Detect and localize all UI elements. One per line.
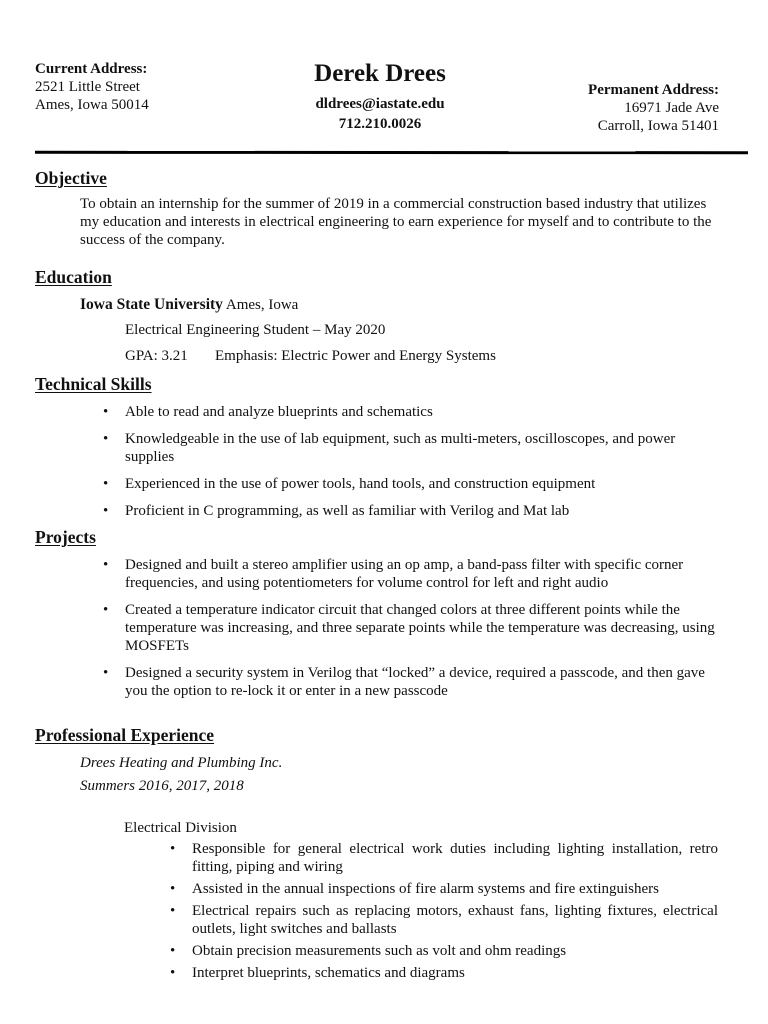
- objective-line: To obtain an internship for the summer of 2019 in a commercial construction based industry that utilizes: [80, 196, 707, 212]
- list-item: [170, 840, 718, 876]
- bullet-icon: •: [103, 557, 109, 573]
- bullet-icon: •: [170, 903, 176, 919]
- objective-line: my education and interests in electrical engineering to earn experience for myself and to contribute to the: [80, 214, 712, 230]
- gpa: GPA: 3.21: [125, 348, 188, 364]
- skill-text: Knowledgeable in the use of lab equipment, such as multi-meters, oscilloscopes, and power: [125, 431, 676, 447]
- school-line: [80, 296, 298, 314]
- skill-text: Experienced in the use of power tools, hand tools, and construction equipment: [125, 476, 596, 492]
- bullet-icon: •: [103, 476, 109, 492]
- bullet-icon: •: [103, 503, 109, 519]
- project-text: you the option to re-lock it or enter in a new passcode: [125, 683, 448, 699]
- skills-list: [103, 403, 725, 520]
- skill-text: Able to read and analyze blueprints and schematics: [125, 404, 433, 420]
- bullet-icon: •: [103, 665, 109, 681]
- skill-text: Proficient in C programming, as well as familiar with Verilog and Mat lab: [125, 503, 570, 519]
- objective-heading: Objective: [35, 168, 107, 188]
- experience-text: fitting, piping and wiring: [192, 859, 343, 875]
- experience-text: Electrical repairs such as replacing motors, exhaust fans, lighting fixtures, electrical: [192, 903, 718, 919]
- list-item: [103, 664, 725, 700]
- skills-heading: Technical Skills: [35, 374, 152, 394]
- education-heading: Education: [35, 267, 112, 287]
- division: Electrical Division: [124, 820, 237, 836]
- list-item: [103, 430, 725, 466]
- employment-dates: Summers 2016, 2017, 2018: [80, 778, 244, 794]
- list-item: [170, 964, 718, 982]
- project-text: Created a temperature indicator circuit that changed colors at three different points while the: [125, 602, 680, 618]
- bullet-icon: •: [103, 404, 109, 420]
- bullet-icon: •: [170, 841, 176, 857]
- list-item: [170, 902, 718, 938]
- experience-text: Interpret blueprints, schematics and diagrams: [192, 965, 465, 981]
- skill-text: supplies: [125, 449, 175, 465]
- company-name: Drees Heating and Plumbing Inc.: [80, 755, 283, 771]
- list-item: [103, 502, 725, 520]
- header-divider: [35, 151, 748, 154]
- projects-heading: Projects: [35, 527, 96, 547]
- project-text: Designed and built a stereo amplifier using an op amp, a band-pass filter with specific corner: [125, 557, 684, 573]
- experience-text: outlets, light switches and ballasts: [192, 921, 397, 937]
- current-address-label: Current Address:: [35, 61, 148, 77]
- school-name: Iowa State University: [80, 296, 223, 313]
- list-item: [170, 942, 718, 960]
- degree: Electrical Engineering Student – May 2020: [125, 322, 386, 338]
- objective-text: [80, 195, 730, 249]
- permanent-address-line1: 16971 Jade Ave: [624, 100, 719, 116]
- bullet-icon: •: [170, 965, 176, 981]
- objective-line: success of the company.: [80, 232, 225, 248]
- current-address-line1: 2521 Little Street: [35, 79, 140, 95]
- list-item: [170, 880, 718, 898]
- experience-text: Obtain precision measurements such as volt and ohm readings: [192, 943, 567, 959]
- bullet-icon: •: [103, 602, 109, 618]
- bullet-icon: •: [103, 431, 109, 447]
- candidate-name: Derek Drees: [314, 60, 446, 87]
- bullet-icon: •: [170, 943, 176, 959]
- experience-text: Responsible for general electrical work duties including lighting installation, retro: [192, 841, 718, 857]
- list-item: [103, 556, 725, 592]
- experience-list: [170, 840, 718, 982]
- permanent-address-line2: Carroll, Iowa 51401: [597, 118, 719, 134]
- experience-text: Assisted in the annual inspections of fire alarm systems and fire extinguishers: [192, 881, 659, 897]
- bullet-icon: •: [170, 881, 176, 897]
- project-text: temperature was increasing, and three separate points while the temperature was decreasing, using: [125, 620, 715, 636]
- permanent-address-label: Permanent Address:: [588, 82, 719, 98]
- project-text: Designed a security system in Verilog that “locked” a device, required a passcode, and then gave: [125, 665, 705, 681]
- current-address-line2: Ames, Iowa 50014: [35, 97, 149, 113]
- list-item: [103, 475, 725, 493]
- school-location: Ames, Iowa: [222, 297, 299, 313]
- phone: 712.210.0026: [338, 116, 422, 132]
- experience-heading: Professional Experience: [35, 725, 215, 745]
- projects-list: [103, 556, 725, 700]
- list-item: [103, 403, 725, 421]
- emphasis: Emphasis: Electric Power and Energy Systems: [215, 348, 496, 364]
- project-text: frequencies, and using potentiometers for volume control for left and right audio: [125, 575, 609, 591]
- list-item: [103, 601, 725, 655]
- project-text: MOSFETs: [125, 638, 189, 654]
- email: dldrees@iastate.edu: [315, 96, 445, 112]
